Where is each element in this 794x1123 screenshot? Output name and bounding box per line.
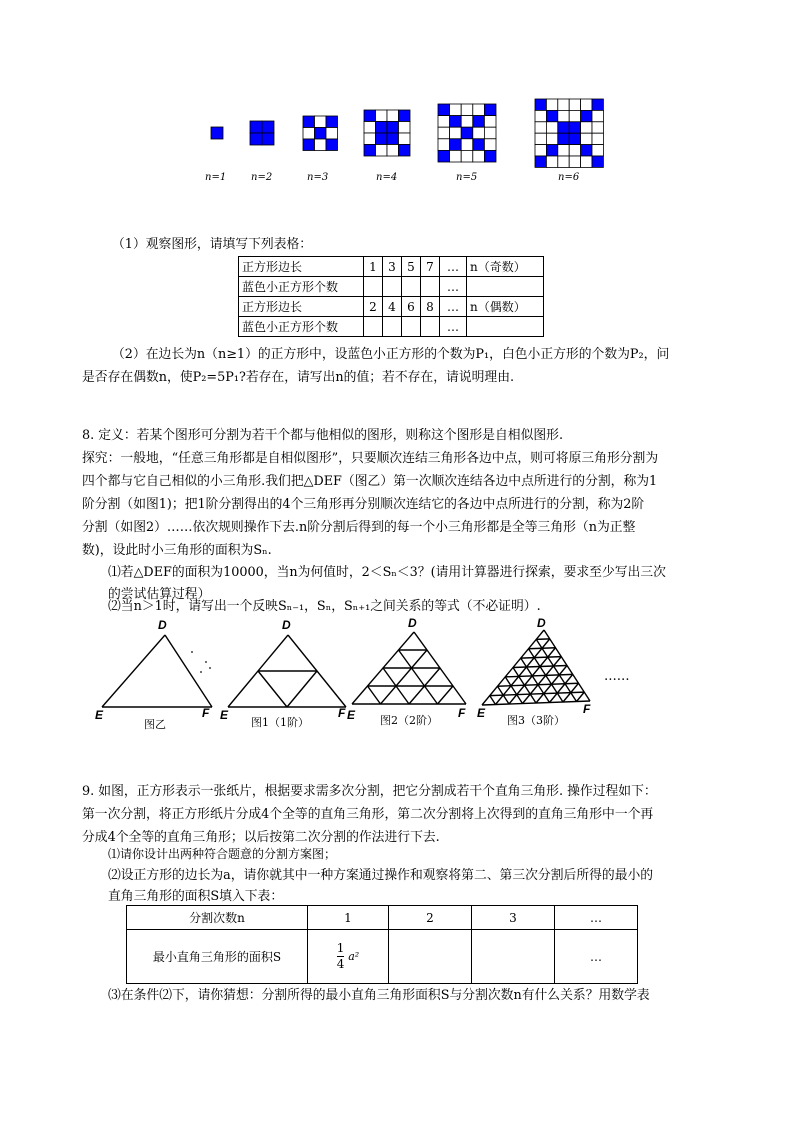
- q9-sub2a: ⑵设正方形的边长为a，请你就其中一种方案通过操作和观察将第二、第三次分割后所得的最小的: [108, 868, 654, 883]
- triangle-edge: [536, 639, 550, 640]
- square-label: n=1: [205, 172, 227, 183]
- square-label: n=4: [376, 172, 398, 183]
- table-row: [239, 257, 544, 277]
- white-cell: [558, 110, 569, 121]
- table-cell: n（偶数）: [467, 297, 544, 317]
- table-cell: 蓝色小正方形个数: [239, 317, 364, 337]
- white-cell: [569, 145, 580, 156]
- q9-line2: 第一次分割，将正方形纸片分成4个全等的直角三角形，第二次分割将上次得到的直角三角形中一个再: [82, 807, 654, 822]
- table-row: [239, 317, 544, 337]
- white-cell: [558, 145, 569, 156]
- blue-cell: [438, 150, 450, 162]
- triangle-edge: [521, 658, 550, 702]
- table-cell: [402, 277, 421, 297]
- white-cell: [473, 104, 485, 116]
- blue-cell: [326, 139, 338, 151]
- table-cell: [383, 277, 402, 297]
- white-cell: [315, 139, 327, 151]
- blue-cell: [535, 99, 546, 110]
- white-cell: [535, 110, 546, 121]
- table-cell: [421, 277, 440, 297]
- blue-cell: [558, 122, 569, 133]
- white-cell: [315, 116, 327, 128]
- white-cell: [376, 145, 388, 157]
- white-cell: [581, 99, 592, 110]
- square-label: n=3: [307, 172, 329, 183]
- figure-caption: 图2（2阶）: [380, 714, 438, 727]
- blue-cell: [461, 127, 473, 139]
- blue-cell: [438, 104, 450, 116]
- table-cell: 3: [472, 906, 555, 930]
- triangle-edge: [438, 686, 454, 704]
- triangle-edge: [490, 696, 496, 705]
- blue-cell: [581, 110, 592, 121]
- white-cell: [546, 99, 557, 110]
- white-cell: [450, 104, 462, 116]
- q7-part1: （1）观察图形，请填写下列表格：: [112, 237, 313, 252]
- q8-sub1b: 的尝试估算过程）: [108, 587, 211, 602]
- table-cell: 4: [383, 297, 402, 317]
- figure-caption: 图1（1阶）: [251, 716, 309, 729]
- blue-cell: [303, 139, 315, 151]
- table-cell: [467, 277, 544, 297]
- white-cell: [399, 122, 411, 134]
- table-cell: 分割次数n: [127, 906, 308, 930]
- white-cell: [592, 110, 603, 121]
- white-cell: [484, 127, 496, 139]
- vertex-e-label: E: [220, 708, 229, 722]
- blue-cell: [364, 145, 376, 157]
- white-cell: [592, 133, 603, 144]
- table-cell: 最小直角三角形的面积S: [127, 930, 308, 984]
- blue-cell: [326, 116, 338, 128]
- table-cell: 2: [389, 906, 472, 930]
- blue-cell: [592, 99, 603, 110]
- blue-cell: [303, 116, 315, 128]
- vertex-e-label: E: [477, 706, 486, 720]
- blue-cell: [387, 133, 399, 145]
- q7-table: [238, 256, 544, 337]
- triangle-edge: [505, 674, 573, 677]
- white-cell: [364, 133, 376, 145]
- table-cell: 正方形边长: [239, 257, 364, 277]
- blue-cell: [473, 116, 485, 128]
- white-cell: [399, 133, 411, 145]
- white-cell: [535, 133, 546, 144]
- stray-dot: [205, 661, 207, 663]
- stray-dot: [209, 667, 211, 669]
- q9-table: [126, 905, 638, 984]
- q9-line1: 9. 如图，正方形表示一张纸片，根据要求需多次分割，把它分割成若干个直角三角形. 操作过程如下：: [82, 784, 657, 799]
- white-cell: [592, 122, 603, 133]
- q8-line2: 探究：一般地，“任意三角形都是自相似图形”，只要顺次连结三角形各边中点，则可将原三角形分割为: [82, 451, 659, 466]
- q8-sub1: ⑴若△DEF的面积为10000，当n为何值时，2＜Sₙ＜3？(请用计算器进行探索，要求至少写出三次: [108, 565, 666, 580]
- triangle-edge: [165, 635, 212, 707]
- blue-cell: [592, 156, 603, 167]
- fraction: [337, 941, 345, 972]
- white-cell: [473, 150, 485, 162]
- blue-cell: [484, 150, 496, 162]
- triangle-edge: [368, 686, 381, 704]
- triangle-edge: [287, 671, 317, 707]
- white-cell: [535, 122, 546, 133]
- white-cell: [546, 133, 557, 144]
- blue-cell: [558, 133, 569, 144]
- table-cell: 2: [364, 297, 383, 317]
- table-cell: 1: [364, 257, 383, 277]
- q8-line1: 8. 定义：若某个图形可分割为若干个都与他相似的图形，则称这个图形是自相似图形.: [82, 428, 564, 443]
- triangle-edge: [102, 635, 165, 707]
- white-cell: [376, 110, 388, 122]
- table-cell: …: [440, 257, 467, 277]
- blue-cell: [569, 133, 580, 144]
- white-cell: [473, 127, 485, 139]
- triangle-drawings: [102, 630, 590, 707]
- white-cell: [535, 145, 546, 156]
- q7-part2-line2: 是否存在偶数n，使P₂=5P₁?若存在，请写出n的值；若不存在，请说明理由.: [82, 370, 515, 385]
- blue-cell: [250, 133, 262, 145]
- blue-cell: [315, 128, 327, 140]
- q8-line6: 数)，设此时小三角形的面积为Sₙ.: [82, 543, 272, 558]
- square-label: n=2: [251, 172, 273, 183]
- white-cell: [461, 150, 473, 162]
- vertex-d-label: D: [158, 618, 167, 632]
- figure-caption: 图3（3阶）: [507, 714, 565, 727]
- table-cell: 6: [402, 297, 421, 317]
- blue-cell: [450, 116, 462, 128]
- white-cell: [581, 156, 592, 167]
- table-cell: n（奇数）: [467, 257, 544, 277]
- white-cell: [438, 116, 450, 128]
- white-cell: [484, 139, 496, 151]
- table-row: [239, 297, 544, 317]
- blue-cell: [535, 156, 546, 167]
- blue-cell: [211, 127, 223, 139]
- table-cell: 8: [421, 297, 440, 317]
- q8-line3: 四个都与它自己相似的小三角形.我们把△DEF（图乙）第一次顺次连结各边中点所进行的分割，称为1: [82, 474, 658, 489]
- fraction-numerator: 1: [336, 941, 345, 955]
- table-cell: [467, 317, 544, 337]
- q9-line3: 分成4个全等的直角三角形；以后按第二次分割的作法进行下去.: [82, 830, 440, 845]
- white-cell: [303, 128, 315, 140]
- white-cell: [484, 116, 496, 128]
- table-row: [127, 906, 638, 930]
- blue-cell: [473, 139, 485, 151]
- blue-cell: [387, 122, 399, 134]
- table-cell: 3: [383, 257, 402, 277]
- table-cell: 蓝色小正方形个数: [239, 277, 364, 297]
- table-cell: [383, 317, 402, 337]
- white-cell: [438, 127, 450, 139]
- white-cell: [450, 127, 462, 139]
- white-cell: [546, 156, 557, 167]
- table-row: [239, 277, 544, 297]
- square-label: n=6: [558, 172, 580, 183]
- white-cell: [558, 156, 569, 167]
- table-cell: [364, 317, 383, 337]
- white-cell: [546, 122, 557, 133]
- vertex-f-label: F: [202, 706, 210, 720]
- q7-part2-line1: （2）在边长为n（n≥1）的正方形中，设蓝色小正方形的个数为P₁，白色小正方形的个数为P₂，问: [112, 347, 670, 362]
- q9-sub2b: 直角三角形的面积S填入下表：: [108, 889, 284, 904]
- white-cell: [387, 110, 399, 122]
- table-cell: [421, 317, 440, 337]
- table-cell: [308, 930, 389, 984]
- table-cell: …: [440, 277, 467, 297]
- vertex-e-label: E: [347, 708, 356, 722]
- q9-sub3: ⑶在条件⑵下，请你猜想：分割所得的最小直角三角形面积S与分割次数n有什么关系？用数学表: [108, 988, 650, 1003]
- figure-ellipsis: ……: [604, 669, 630, 684]
- blue-cell: [546, 110, 557, 121]
- vertex-d-label: D: [408, 616, 417, 630]
- table-cell: 1: [308, 906, 389, 930]
- white-cell: [364, 122, 376, 134]
- table-cell: 5: [402, 257, 421, 277]
- blue-cell: [250, 121, 262, 133]
- blue-cell: [484, 104, 496, 116]
- blue-cell: [399, 145, 411, 157]
- table-cell: [389, 930, 472, 984]
- q8-line5: 分割（如图2）……依次规则操作下去.n阶分割后得到的每一个小三角形都是全等三角形（n为正整: [82, 520, 636, 535]
- table-cell: 7: [421, 257, 440, 277]
- blue-cell: [546, 145, 557, 156]
- blue-cell: [450, 139, 462, 151]
- blue-cell: [262, 133, 274, 145]
- vertex-f-label: F: [458, 706, 466, 720]
- white-cell: [461, 139, 473, 151]
- blue-cell: [262, 121, 274, 133]
- white-cell: [569, 99, 580, 110]
- table-cell: [472, 930, 555, 984]
- white-cell: [569, 110, 580, 121]
- table-cell: …: [555, 906, 638, 930]
- blue-cell: [376, 133, 388, 145]
- fraction-tail: a²: [348, 950, 360, 963]
- white-cell: [592, 145, 603, 156]
- triangle-edge: [577, 692, 585, 701]
- white-cell: [387, 145, 399, 157]
- triangle-edge: [258, 671, 287, 707]
- vertex-e-label: E: [95, 708, 104, 722]
- blue-squares-figure: [0, 0, 794, 200]
- blue-cell: [569, 122, 580, 133]
- white-cell: [558, 99, 569, 110]
- white-cell: [581, 133, 592, 144]
- white-cell: [581, 122, 592, 133]
- stray-dot: [191, 651, 193, 653]
- figure-caption: 图乙: [144, 718, 166, 731]
- white-cell: [569, 156, 580, 167]
- table-cell: [364, 277, 383, 297]
- table-cell: 正方形边长: [239, 297, 364, 317]
- q8-sub2: ⑵当n＞1时，请写出一个反映Sₙ₋₁，Sₙ，Sₙ₊₁之间关系的等式（不必证明）.: [108, 599, 541, 614]
- table-cell: …: [440, 297, 467, 317]
- stray-dot: [200, 671, 202, 673]
- table-row: [127, 930, 638, 984]
- q9-sub1: ⑴请你设计出两种符合题意的分割方案图；: [108, 847, 337, 861]
- white-cell: [450, 150, 462, 162]
- table-cell: [402, 317, 421, 337]
- white-cell: [461, 104, 473, 116]
- vertex-d-label: D: [282, 618, 291, 632]
- square-label: n=5: [456, 172, 478, 183]
- vertex-f-label: F: [338, 706, 346, 720]
- white-cell: [438, 139, 450, 151]
- table-cell: …: [555, 930, 638, 984]
- blue-cell: [581, 145, 592, 156]
- fraction-denominator: 4: [336, 957, 345, 971]
- q8-line4: 阶分割（如图1)；把1阶分割得出的4个三角形再分别顺次连结它的各边中点所进行的分割，称为2阶: [82, 497, 645, 512]
- blue-cell: [364, 110, 376, 122]
- vertex-f-label: F: [583, 702, 591, 716]
- triangle-edge: [521, 657, 562, 659]
- vertex-d-label: D: [537, 616, 546, 630]
- white-cell: [461, 116, 473, 128]
- blue-cell: [399, 110, 411, 122]
- table-cell: …: [440, 317, 467, 337]
- blue-cell: [376, 122, 388, 134]
- white-cell: [326, 128, 338, 140]
